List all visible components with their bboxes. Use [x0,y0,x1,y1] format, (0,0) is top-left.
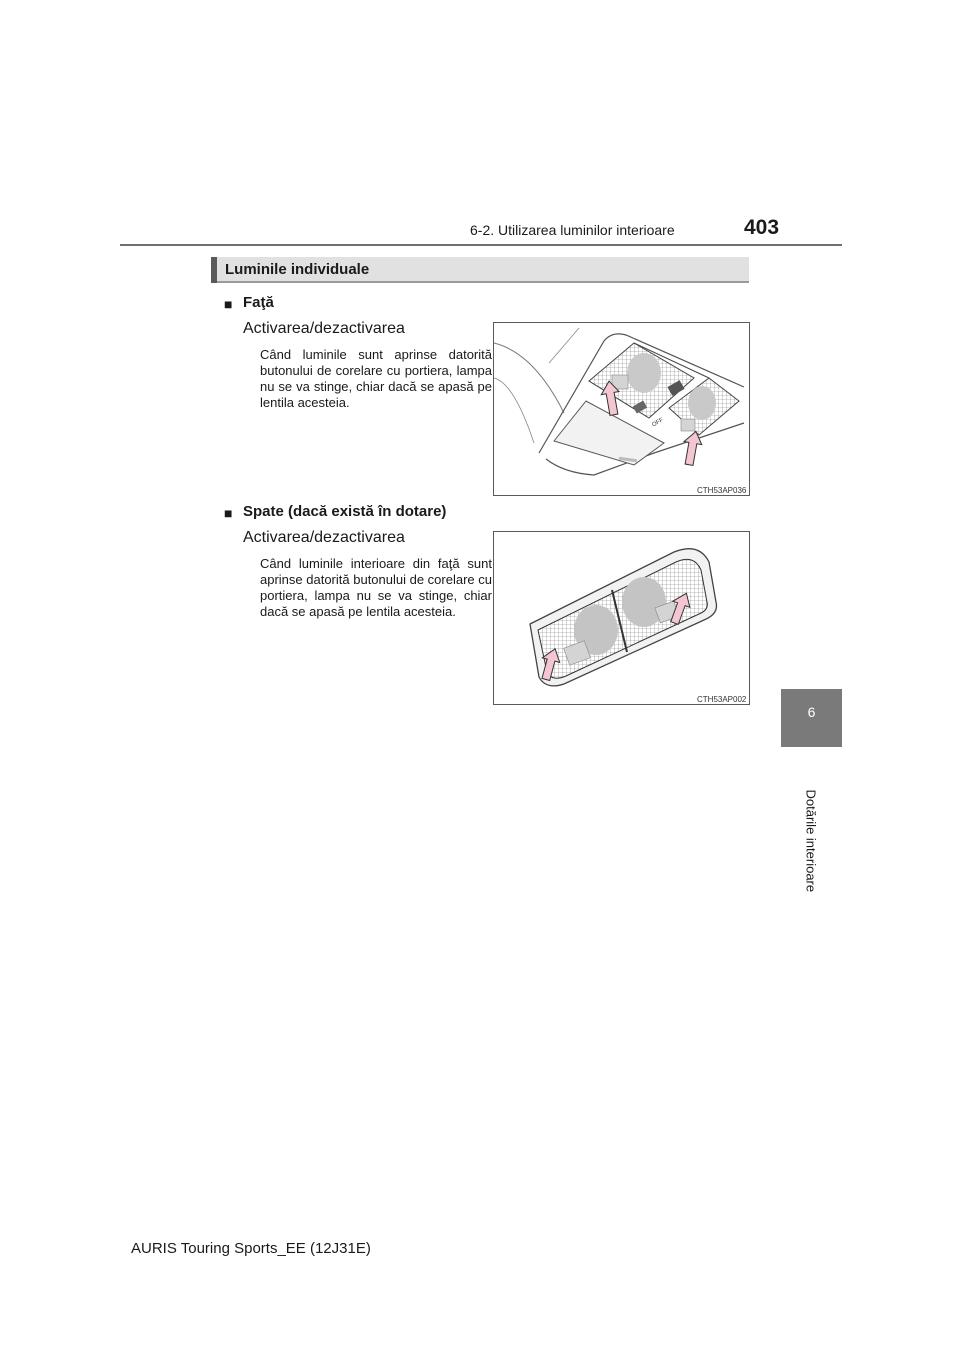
item-title-front: Faţă [243,294,274,311]
rear-dome-light-illustration [494,532,749,704]
item-title-rear: Spate (dacă există în dotare) [243,503,447,520]
front-overhead-console-illustration [494,323,749,495]
item-description-rear: Când luminile interioare din faţă sunt aprinse datorită butonului de corelare cu portiera, lampa nu se va stinge, chiar dacă se apasă pe lentila acesteia. [260,556,492,619]
running-header-section: 6-2. Utilizarea luminilor interioare [470,222,675,238]
item-subtitle-rear: Activarea/dezactivarea [243,529,405,546]
chapter-number: 6 [807,704,816,720]
page-number: 403 [744,216,780,239]
item-bullet-rear: ■ [224,505,233,521]
off-switch-label: OFF [651,417,665,429]
figure-rear-light [493,531,750,705]
item-bullet-front: ■ [224,296,233,312]
header-rule [120,244,842,246]
footer-model: AURIS Touring Sports_EE (12J31E) [131,1240,371,1257]
figure-front-light [493,322,750,496]
arrow-icon [680,430,704,467]
section-title: Luminile individuale [225,261,370,278]
figure-code-rear: CTH53AP002 [697,695,747,704]
figure-code-front: CTH53AP036 [697,486,747,495]
section-bar-accent [211,257,217,283]
chapter-title: Dotările interioare [803,789,819,893]
item-description-front: Când luminile sunt aprinse datorită butonului de corelare cu portiera, lampa nu se va stinge, chiar dacă se apasă pe lentila acesteia. [260,347,492,410]
item-subtitle-front: Activarea/dezactivarea [243,320,405,337]
